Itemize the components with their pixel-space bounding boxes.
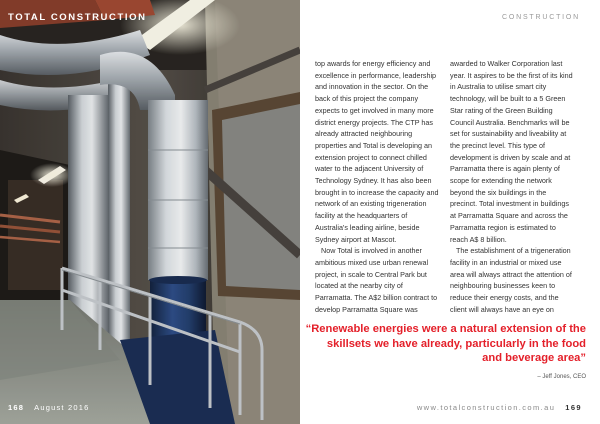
left-page-number: 168 xyxy=(8,403,25,412)
paragraph: Now Total is involved in another ambitious mixed use urban renewal project, in scale to Central Park but located at the nearby city of Parramatta. The A$2 billion contract to develop Parramatta Square was xyxy=(315,246,438,314)
left-page-folio xyxy=(8,403,89,412)
issue-date: August 2016 xyxy=(34,403,90,412)
magazine-masthead: TOTAL CONSTRUCTION xyxy=(8,12,147,23)
article-page xyxy=(300,0,600,424)
section-label: CONSTRUCTION xyxy=(502,14,580,21)
website-url: www.totalconstruction.com.au xyxy=(416,403,556,412)
quote-attribution: – Jeff Jones, CEO xyxy=(537,374,586,380)
right-page-number: 169 xyxy=(565,403,582,412)
pull-quote: “Renewable energies were a natural extension of the skillsets we have already, particularly in the food and beverage area” xyxy=(305,323,586,364)
paragraph: top awards for energy efficiency and excellence in performance, leadership and innovation in the sector. On the back of this project the company expects to get involved in many more district energy projects. The CTP has already attracted neighbouring properties and Total is developing an extension project to connect chilled water to the adjacent University of Technology Sydney. It has also been brought in to increase the capacity and network of an existing trigeneration facility at the headquarters of Australia's leading airline, beside Sydney airport at Mascot. xyxy=(315,59,439,244)
article-column-2 xyxy=(450,58,574,315)
article-column-1 xyxy=(315,58,439,315)
paragraph: The establishment of a trigeneration facility in an industrial or mixed use area will always attract the attention of neighbouring businesses keen to reduce their energy costs, and the client will always have an eye on xyxy=(450,246,572,314)
paragraph: awarded to Walker Corporation last year. It aspires to be the first of its kind in Australia to utilise smart city technology, will be built to a 5 Green Star rating of the Green Building Council Australia. Benchmarks will be set for sustainability and liveability at the precinct level. This type of development is driven by scale and at Parramatta there is again plenty of scope for extending the network beyond the six buildings in the precinct. Total investment in buildings at Parramatta Square and across the Parramatta region is estimated to reach A$ 8 billion. xyxy=(450,59,573,244)
right-page-folio xyxy=(417,403,582,412)
